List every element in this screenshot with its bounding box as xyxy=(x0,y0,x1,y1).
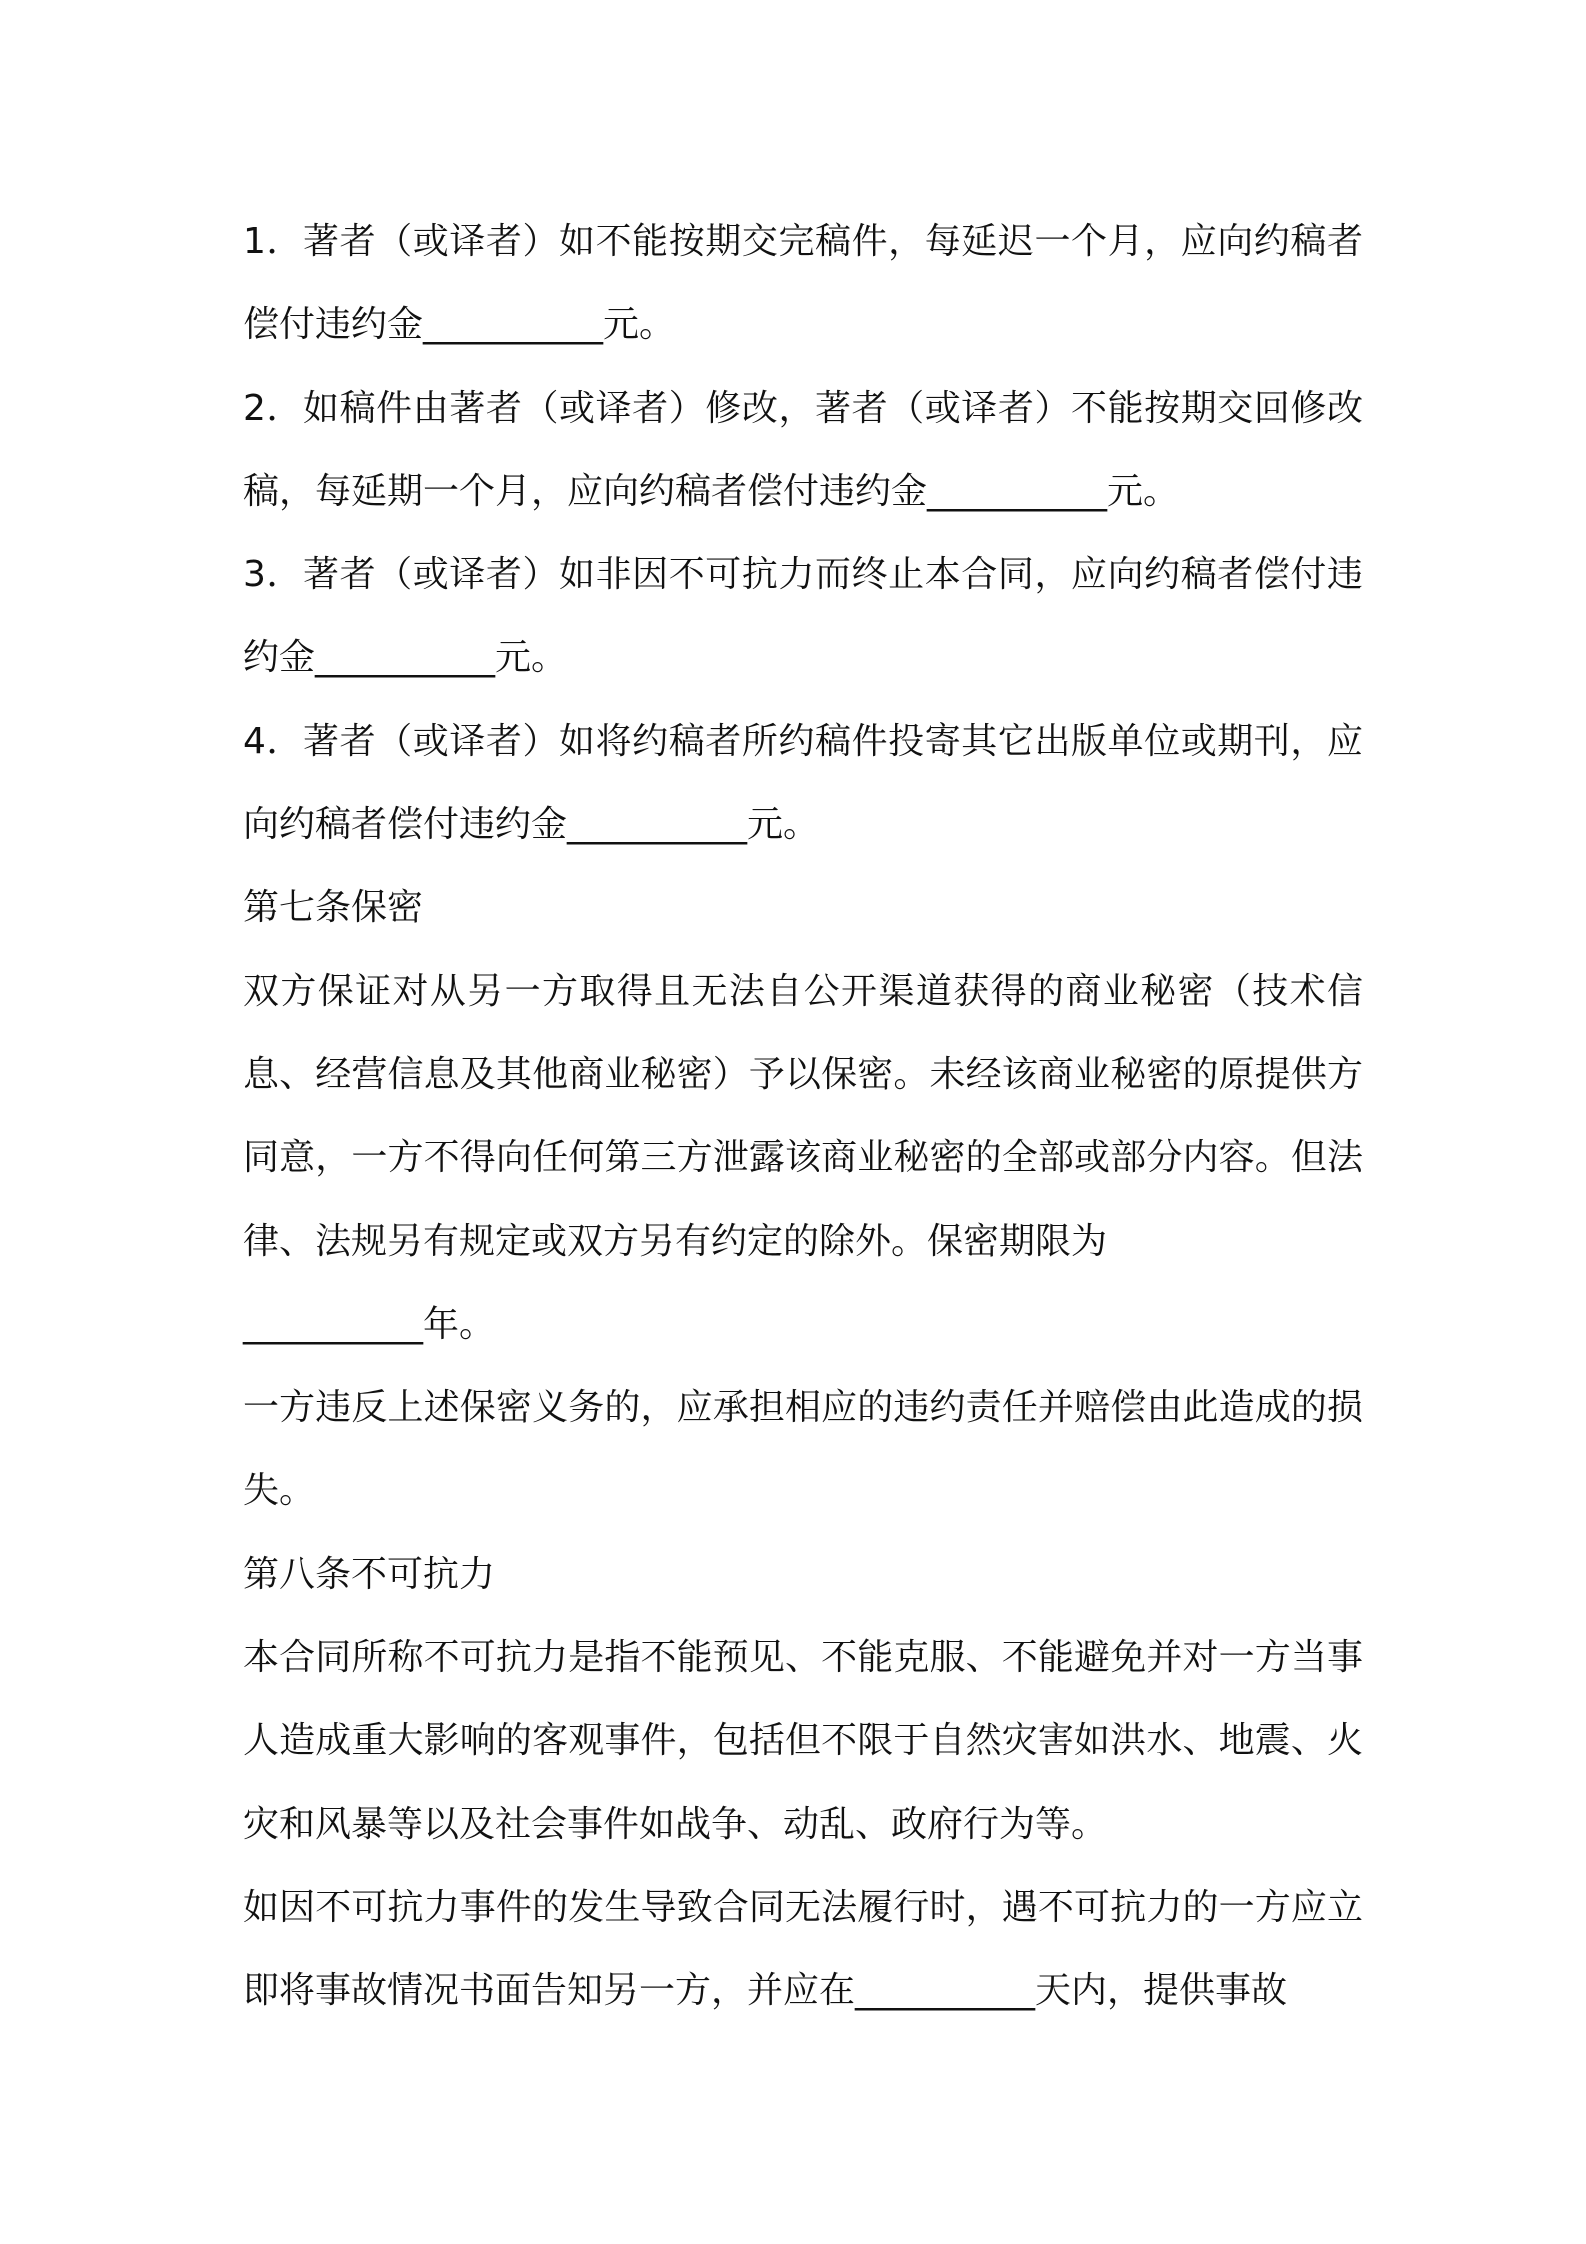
clause-penalty-late-revision: 2．如稿件由著者（或译者）修改，著者（或译者）不能按期交回修改稿，每延期一个月，应向约稿者偿付违约金__________元。 xyxy=(243,387,1363,512)
clause-penalty-late-delivery: 1．著者（或译者）如不能按期交完稿件，每延迟一个月，应向约稿者偿付违约金__________元。 xyxy=(243,221,1363,346)
clause-penalty-submission-elsewhere: 4．著者（或译者）如将约稿者所约稿件投寄其它出版单位或期刊，应向约稿者偿付违约金__________元。 xyxy=(243,720,1363,846)
section-heading-force-majeure: 第八条不可抗力 xyxy=(243,1553,496,1595)
confidentiality-paragraph: 双方保证对从另一方取得且无法自公开渠道获得的商业秘密（技术信息、经营信息及其他商业秘密）予以保密。未经该商业秘密的原提供方同意，一方不得向任何第三方泄露该商业秘密的全部或部分内容。但法律、法规另有规定或双方另有约定的除外。保密期限为 __________年。 xyxy=(243,970,1363,1345)
force-majeure-definition-paragraph: 本合同所称不可抗力是指不能预见、不能克服、不能避免并对一方当事人造成重大影响的客观事件，包括但不限于自然灾害如洪水、地震、火灾和风暴等以及社会事件如战争、动乱、政府行为等。 xyxy=(243,1637,1363,1845)
clause-penalty-termination: 3．著者（或译者）如非因不可抗力而终止本合同，应向约稿者偿付违约金__________元。 xyxy=(243,554,1363,679)
confidentiality-breach-paragraph: 一方违反上述保密义务的，应承担相应的违约责任并赔偿由此造成的损失。 xyxy=(243,1387,1363,1512)
section-heading-confidentiality: 第七条保密 xyxy=(243,887,424,929)
contract-text xyxy=(243,200,1363,2033)
force-majeure-notice-paragraph: 如因不可抗力事件的发生导致合同无法履行时，遇不可抗力的一方应立即将事故情况书面告知另一方，并应在__________天内，提供事故 xyxy=(243,1886,1363,2012)
